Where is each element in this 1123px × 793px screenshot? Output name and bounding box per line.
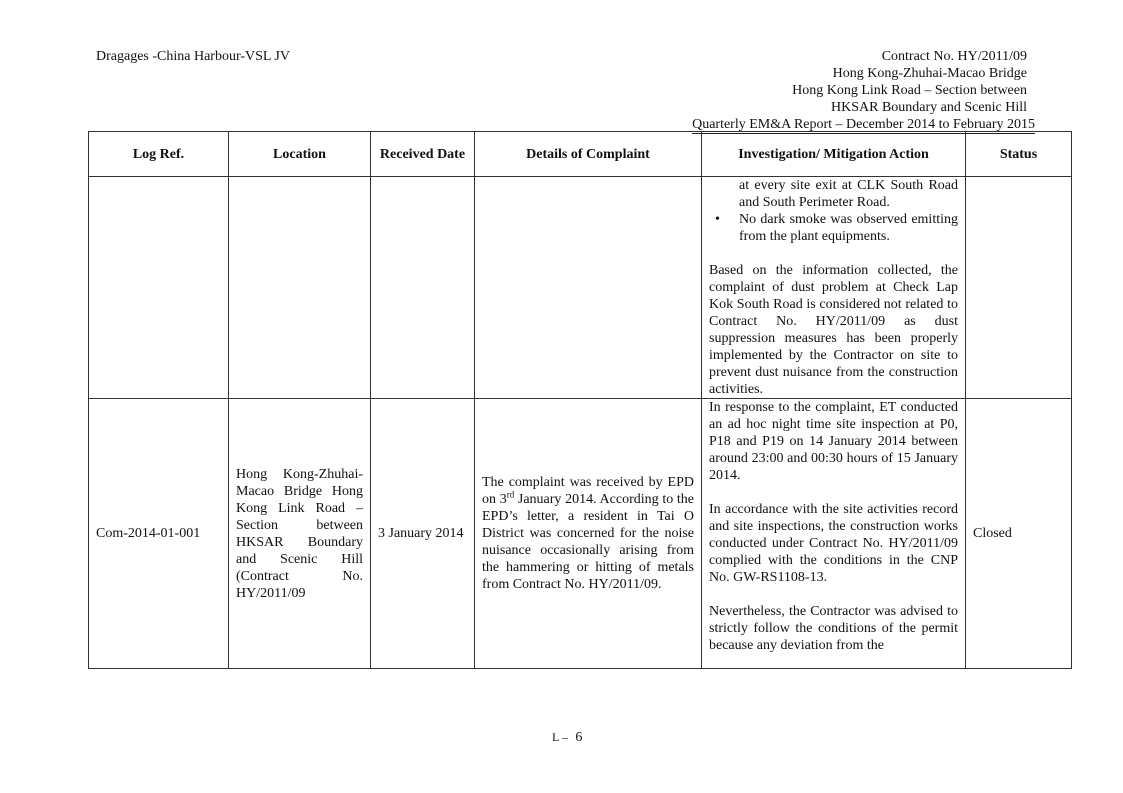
col-header-log-ref: Log Ref. <box>89 132 229 177</box>
action-cell <box>702 177 966 399</box>
col-header-details: Details of Complaint <box>475 132 702 177</box>
col-header-status: Status <box>966 132 1072 177</box>
received-date-cell: 3 January 2014 <box>371 399 475 669</box>
details-text-rest: January 2014. According to the EPD’s letter, a resident in Tai O District was concerned for the noise nuisance occasionally arising from the hammering or hitting of metals from Contract No. HY/2011/09. <box>482 492 695 592</box>
action-paragraph: Nevertheless, the Contractor was advised to strictly follow the conditions of the permit because any deviation from the <box>709 604 958 653</box>
page-footer <box>552 730 582 746</box>
action-paragraph: In response to the complaint, ET conducted an ad hoc night time site inspection at P0, P18 and P19 on 14 January 2014 between around 23:00 and 00:30 hours of 15 January 2014. <box>709 400 958 483</box>
col-header-location: Location <box>229 132 371 177</box>
action-bullet-continuation: at every site exit at CLK South Road and South Perimeter Road. <box>739 178 958 210</box>
action-bullet-item: • No dark smoke was observed emitting from the plant equipments. <box>709 211 958 245</box>
header-project: Hong Kong-Zhuhai-Macao Bridge <box>832 66 1027 81</box>
location-cell: Hong Kong-Zhuhai-Macao Bridge Hong Kong Link Road – Section between HKSAR Boundary and Scenic Hill (Contract No. HY/2011/09 <box>229 399 371 669</box>
details-text-start: The complaint was received by EPD on 3 <box>482 475 694 507</box>
footer-prefix: L – <box>552 730 568 744</box>
status-cell: Closed <box>966 399 1072 669</box>
header-contract-no: Contract No. HY/2011/09 <box>881 49 1027 64</box>
header-contract-block <box>692 48 1035 134</box>
status-cell <box>966 177 1072 399</box>
details-cell <box>475 399 702 669</box>
col-header-received-date: Received Date <box>371 132 475 177</box>
details-cell <box>475 177 702 399</box>
header-boundary: HKSAR Boundary and Scenic Hill <box>831 100 1027 115</box>
col-header-action: Investigation/ Mitigation Action <box>702 132 966 177</box>
received-date-cell <box>371 177 475 399</box>
table-header-row <box>89 132 1072 177</box>
action-conclusion: Based on the information collected, the complaint of dust problem at Check Lap Kok South Road is considered not related to Contract No. HY/2011/09 as dust suppression measures has been properly implemented by the Contractor on site to prevent dust nuisance from the construction activities. <box>709 263 958 397</box>
header-report-title: Quarterly EM&A Report – December 2014 to February 2015 <box>692 117 1035 132</box>
action-paragraph: In accordance with the site activities record and site inspections, the construction works conducted under Contract No. HY/2011/09 complied with the conditions in the CNP No. GW-RS1108-13. <box>709 502 958 585</box>
header-section: Hong Kong Link Road – Section between <box>792 83 1027 98</box>
table-row <box>89 177 1072 399</box>
log-ref-cell <box>89 177 229 399</box>
action-cell <box>702 399 966 669</box>
location-cell <box>229 177 371 399</box>
log-ref-cell: Com-2014-01-001 <box>89 399 229 669</box>
complaint-log-table <box>88 131 1072 669</box>
header-company: Dragages -China Harbour-VSL JV <box>96 49 290 64</box>
page-number: 6 <box>575 730 583 745</box>
details-ordinal-suffix: rd <box>506 489 515 500</box>
table-row <box>89 399 1072 669</box>
action-bullet-list <box>709 177 958 245</box>
